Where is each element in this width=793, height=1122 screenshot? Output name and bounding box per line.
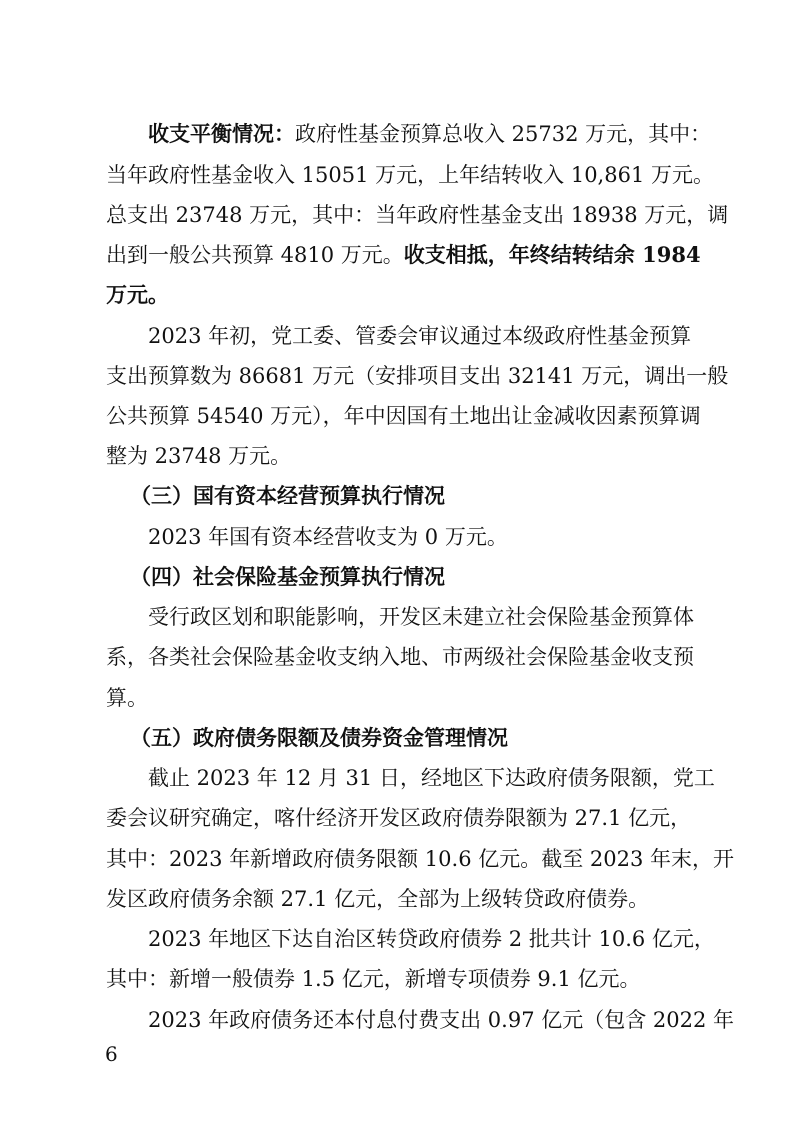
section-heading-4: （四）社会保险基金预算执行情况: [130, 564, 445, 589]
section-heading-5: （五）政府债务限额及债券资金管理情况: [130, 725, 508, 750]
social-insurance-line-1: 受行政区划和职能影响，开发区未建立社会保险基金预算体: [148, 605, 694, 629]
budget-paragraph-line-3: 公共预算 54540 万元），年中因国有土地出让金减收因素预算调: [106, 404, 701, 428]
bond-paragraph-line-1: 2023 年地区下达自治区转贷政府债券 2 批共计 10.6 亿元，: [148, 927, 715, 951]
debt-paragraph-line-2: 委会议研究确定，喀什经济开发区政府债券限额为 27.1 亿元，: [106, 806, 692, 830]
budget-paragraph-line-4: 整为 23748 万元。: [106, 444, 292, 468]
social-insurance-line-2: 系，各类社会保险基金收支纳入地、市两级社会保险基金收支预: [106, 645, 694, 669]
debt-paragraph-line-4: 发区政府债务余额 27.1 亿元，全部为上级转贷政府债券。: [106, 887, 650, 911]
balance-paragraph-line-4: [106, 242, 701, 267]
budget-paragraph-line-1: 2023 年初，党工委、管委会审议通过本级政府性基金预算: [148, 324, 692, 348]
balance-paragraph-line-1: [148, 121, 712, 146]
page-number: 6: [105, 1042, 118, 1066]
debt-paragraph-line-3: 其中：2023 年新增政府债务限额 10.6 亿元。截至 2023 年末，开: [106, 847, 735, 871]
balance-paragraph-line-5: 万元。: [106, 282, 169, 307]
section-heading-3: （三）国有资本经营预算执行情况: [130, 483, 445, 508]
balance-paragraph-line-2: 当年政府性基金收入 15051 万元，上年结转收入 10,861 万元。: [106, 163, 714, 187]
balance-lead: 收支平衡情况：: [148, 121, 295, 146]
bond-paragraph-line-2: 其中：新增一般债券 1.5 亿元，新增专项债券 9.1 亿元。: [106, 967, 641, 991]
balance-emphasis: 收支相抵，年终结转结余 1984: [403, 242, 701, 267]
repayment-paragraph-line-1: 2023 年政府债务还本付息付费支出 0.97 亿元（包含 2022 年: [148, 1008, 735, 1032]
debt-paragraph-line-1: 截止 2023 年 12 月 31 日，经地区下达政府债务限额，党工: [148, 766, 715, 790]
balance-text-2: 出到一般公共预算 4810 万元。: [106, 243, 404, 267]
social-insurance-line-3: 算。: [106, 686, 148, 710]
balance-paragraph-line-3: 总支出 23748 万元，其中：当年政府性基金支出 18938 万元，调: [106, 203, 729, 227]
balance-text: 政府性基金预算总收入 25732 万元，其中：: [295, 122, 712, 146]
state-capital-paragraph: 2023 年国有资本经营收支为 0 万元。: [148, 525, 508, 549]
budget-paragraph-line-2: 支出预算数为 86681 万元（安排项目支出 32141 万元，调出一般: [106, 364, 729, 388]
